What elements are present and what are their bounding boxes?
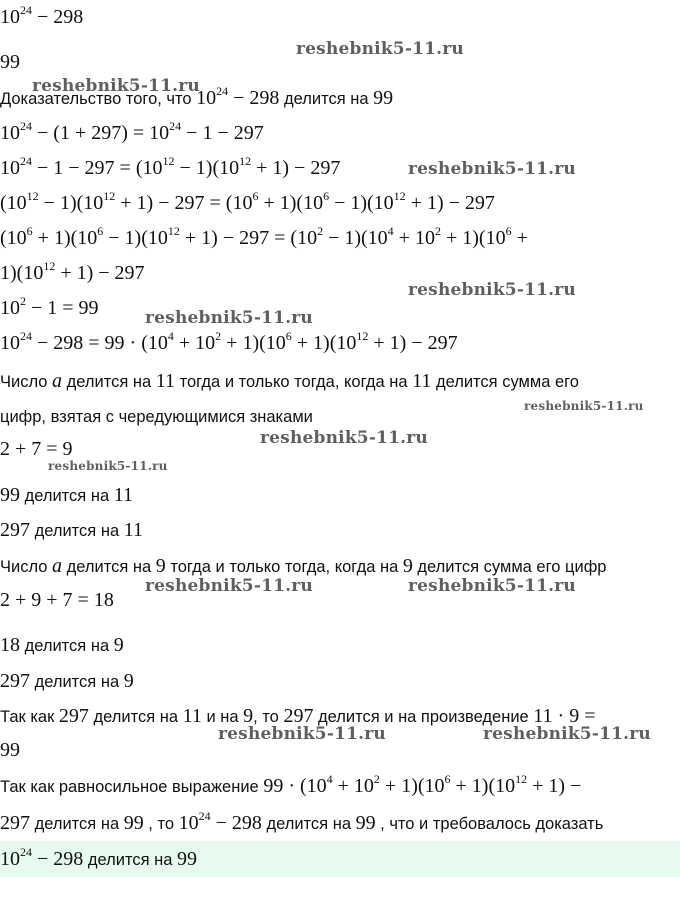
watermark: reshebnik5-11.ru bbox=[32, 76, 200, 96]
expression-line: $10^{24} - 298$ bbox=[0, 3, 84, 28]
watermark: reshebnik5-11.ru bbox=[408, 159, 576, 179]
expression-line: $10^2 - 1 = 99$ bbox=[0, 294, 99, 319]
expression-line: 2 + 9 + 7 = 18 bbox=[0, 589, 114, 611]
watermark: reshebnik5-11.ru bbox=[145, 308, 313, 328]
rule-text: Число a делится на 9 тогда и только тогда, когда на 9 делится сумма его цифр bbox=[0, 555, 607, 577]
expression-line: 99 bbox=[0, 739, 20, 761]
statement-line: 297 делится на 9 bbox=[0, 670, 134, 692]
watermark: reshebnik5-11.ru bbox=[48, 459, 168, 473]
expression-line: $(10^6 + 1)(10^6 - 1)(10^{12} + 1) - 297 = (10^2 - 1)(10^4 + 10^2 + 1)(10^6$ + bbox=[0, 224, 528, 249]
conclusion-line: $10^{24} - 298$ делится на 99 bbox=[0, 845, 197, 870]
expression-line: 99 bbox=[0, 51, 20, 73]
rule-text: Число a делится на 11 тогда и только тогда, когда на 11 делится сумма его bbox=[0, 370, 579, 392]
watermark: reshebnik5-11.ru bbox=[260, 428, 428, 448]
statement-line: 18 делится на 9 bbox=[0, 634, 124, 656]
watermark: reshebnik5-11.ru bbox=[408, 576, 576, 596]
watermark: reshebnik5-11.ru bbox=[145, 576, 313, 596]
expression-line: $10^{24} - 298 = 99 \cdot (10^4 + 10^2 + 1)(10^6 + 1)(10^{12} + 1) - 297$ bbox=[0, 329, 458, 354]
statement-line: Так как 297 делится на 11 и на 9, то 297 делится и на произведение 11 · 9 = bbox=[0, 705, 596, 727]
expression-line: $10^{24} - (1 + 297) = 10^{24} - 1 - 297$ bbox=[0, 119, 264, 144]
watermark: reshebnik5-11.ru bbox=[483, 724, 651, 744]
expression-line: $(10^{12} - 1)(10^{12} + 1) - 297 = (10^6 + 1)(10^6 - 1)(10^{12} + 1) - 297$ bbox=[0, 189, 495, 214]
watermark: reshebnik5-11.ru bbox=[296, 39, 464, 59]
statement-line: 297 делится на 99 , то $10^{24} - 298$ делится на 99 , что и требовалось доказать bbox=[0, 809, 604, 834]
statement-line: 297 делится на 11 bbox=[0, 519, 143, 541]
watermark: reshebnik5-11.ru bbox=[408, 280, 576, 300]
expression-line: 2 + 7 = 9 bbox=[0, 438, 73, 460]
statement-line: 99 делится на 11 bbox=[0, 484, 133, 506]
watermark: reshebnik5-11.ru bbox=[524, 399, 644, 413]
watermark: reshebnik5-11.ru bbox=[218, 724, 386, 744]
expression-line: $1)(10^{12} + 1) - 297$ bbox=[0, 259, 145, 284]
expression-line: $10^{24} - 1 - 297 = (10^{12} - 1)(10^{12} + 1) - 297$ bbox=[0, 154, 341, 179]
rule-text: цифр, взятая с чередующимися знаками bbox=[0, 408, 313, 426]
statement-line: Так как равносильное выражение $99 \cdot (10^4 + 10^2 + 1)(10^6 + 1)(10^{12} + 1)$ − bbox=[0, 772, 582, 797]
proof-title: Доказательство того, что $10^{24} - 298$ делится на 99 bbox=[0, 84, 394, 109]
